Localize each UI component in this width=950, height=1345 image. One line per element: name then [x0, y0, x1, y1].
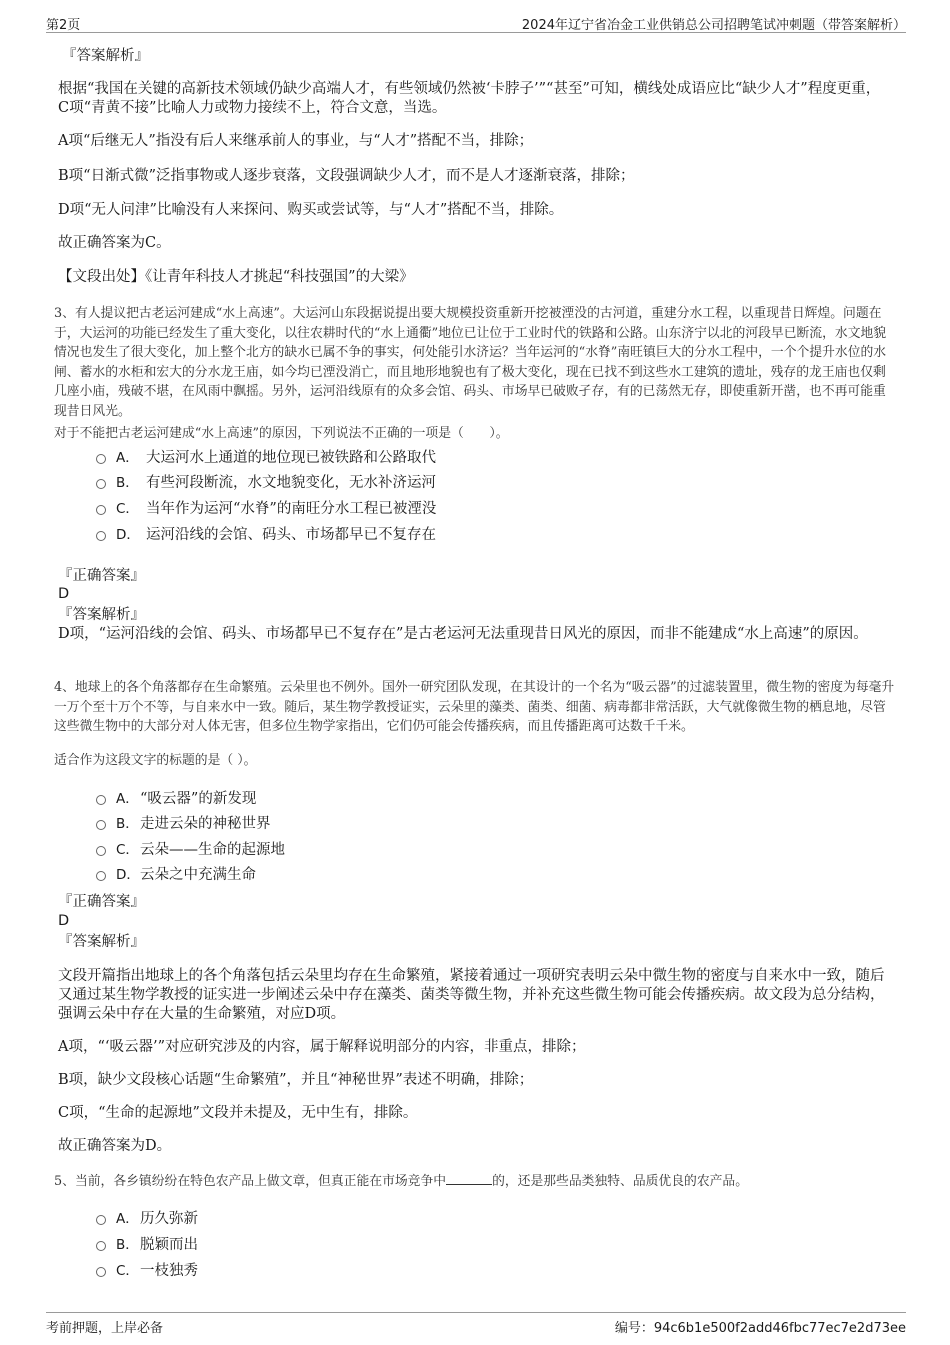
q2-source: 【文段出处】《让青年科技人才挑起“科技强国”的大梁》 [58, 269, 414, 285]
q4-analysis: 文段开篇指出地球上的各个角落包括云朵里均存在生命繁殖，紧接着通过一项研究表明云朵中微生物的密度与自来水中一致，随后又通过某生物学教授的证实进一步阐述云朵中存在藻类、菌类等微生物，并补充这些微生物可能会传播疾病。故文段为总分结构，强调云朵中存在大量的生命繁殖，对应D项。 [58, 968, 885, 1022]
q3-correct-answer: D [58, 586, 70, 602]
q2-analysis-a: A项“后继无人”指没有后人来继承前人的事业，与“人才”搭配不当，排除； [58, 133, 534, 149]
q5-option-c[interactable]: C．一枝独秀 [96, 1261, 198, 1281]
q3-analysis: D项，“运河沿线的会馆、码头、市场都早已不复存在”是古老运河无法重现昔日风光的原因，而非不能建成“水上高速”的原因。 [58, 626, 868, 642]
radio-icon[interactable] [96, 846, 106, 856]
q4-conclusion: 故正确答案为D。 [58, 1138, 172, 1154]
page-footer [46, 1312, 906, 1335]
q3-question: 对于不能把古老运河建成“水上高速”的原因，下列说法不正确的一项是（ ）。 [54, 426, 509, 441]
q3-analysis-label: 『答案解析』 [58, 607, 145, 623]
q5-stem: 5、当前，各乡镇纷纷在特色农产品上做文章，但真正能在市场竞争中 的，还是那些品类独特、品质优良的农产品。 [54, 1174, 748, 1189]
q4-analysis-b: B项，缺少文段核心话题“生命繁殖”，并且“神秘世界”表述不明确，排除； [58, 1072, 534, 1088]
q2-analysis-label: 『答案解析』 [62, 48, 149, 64]
q2-conclusion: 故正确答案为C。 [58, 235, 171, 251]
q4-option-a[interactable]: A．“吸云器”的新发现 [96, 789, 256, 809]
radio-icon[interactable] [96, 505, 106, 515]
q4-correct-answer: D [58, 913, 70, 929]
q2-analysis-d: D项“无人问津”比喻没有人来探问、购买或尝试等，与“人才”搭配不当，排除。 [58, 202, 564, 218]
q4-option-b[interactable]: B．走进云朵的神秘世界 [96, 814, 271, 834]
radio-icon[interactable] [96, 1267, 106, 1277]
q3-correct-label: 『正确答案』 [58, 568, 145, 584]
q5-option-b[interactable]: B．脱颖而出 [96, 1235, 198, 1255]
q4-analysis-label: 『答案解析』 [58, 934, 145, 950]
footer-slogan: 考前押题，上岸必备 [46, 1321, 164, 1336]
q3-option-d[interactable]: D． 运河沿线的会馆、码头、市场都早已不复存在 [96, 525, 436, 545]
q3-option-c[interactable]: C． 当年作为运河“水脊”的南旺分水工程已被湮没 [96, 499, 436, 519]
document-code: 编号：94c6b1e500f2add46fbc77ec7e2d73ee [614, 1321, 906, 1336]
q4-option-d[interactable]: D．云朵之中充满生命 [96, 865, 256, 885]
q2-analysis-b: B项“日渐式微”泛指事物或人逐步衰落，文段强调缺少人才，而不是人才逐渐衰落，排除； [58, 168, 635, 184]
q4-question: 适合作为这段文字的标题的是（ ）。 [54, 753, 257, 768]
radio-icon[interactable] [96, 1241, 106, 1251]
radio-icon[interactable] [96, 531, 106, 541]
page-header [46, 12, 906, 33]
q4-passage: 4、地球上的各个角落都存在生命繁殖。云朵里也不例外。国外一研究团队发现，在其设计的一个名为“吸云器”的过滤装置里，微生物的密度为每毫升一万个至十万个不等，与自来水中一致。随后，某生物学教授证实，云朵里的藻类、菌类、细菌、病毒都非常活跃，大气就像微生物的栖息地，尽管这些微生物中的大部分对人体无害，但多位生物学家指出，它们仍可能会传播疾病，而且传播距离可达数千千米。 [54, 680, 895, 734]
radio-icon[interactable] [96, 1215, 106, 1225]
q4-analysis-a: A项，“‘吸云器’”对应研究涉及的内容，属于解释说明部分的内容，非重点，排除； [58, 1039, 586, 1055]
radio-icon[interactable] [96, 820, 106, 830]
q4-correct-label: 『正确答案』 [58, 894, 145, 910]
page-number: 第2页 [46, 18, 81, 33]
radio-icon[interactable] [96, 795, 106, 805]
q4-analysis-c: C项，“生命的起源地”文段并未提及，无中生有，排除。 [58, 1105, 418, 1121]
q3-passage: 3、有人提议把古老运河建成“水上高速”。大运河山东段据说提出要大规模投资重新开挖被湮没的古河道，重建分水工程，以重现昔日辉煌。问题在于，大运河的功能已经发生了重大变化，以往农耕时代的“水上通衢”地位已让位于工业时代的铁路和公路。山东济宁以北的河段早已断流，水文地貌情况也发生了很大变化，加上整个北方的缺水已属不争的事实，何处能引水济运？当年运河的“水脊”南旺镇巨大的分水工程中，一个个提升水位的水闸、蓄水的水柜和宏大的分水龙王庙，如今均已湮没消亡，而且地形地貌也有了极大变化，现在已找不到这些水工建筑的遗址，残存的龙王庙也仅剩几座小庙，残破不堪，在风雨中飘摇。另外，运河沿线原有的众多会馆、码头、市场早已破败孑存，有的已荡然无存，即使重新开凿，也不再可能重现昔日风光。 [54, 306, 887, 419]
q4-option-c[interactable]: C．云朵——生命的起源地 [96, 840, 285, 860]
radio-icon[interactable] [96, 479, 106, 489]
document-title: 2024年辽宁省冶金工业供销总公司招聘笔试冲刺题（带答案解析） [521, 18, 906, 33]
q2-analysis-para: 根据“我国在关键的高新技术领域仍缺少高端人才，有些领域仍然被‘卡脖子’”“甚至”可知，横线处成语应比“缺少人才”程度更重，C项“青黄不接”比喻人力或物力接续不上，符合文意，当选。 [58, 81, 881, 116]
radio-icon[interactable] [96, 454, 106, 464]
q5-option-a[interactable]: A．历久弥新 [96, 1209, 198, 1229]
q3-option-b[interactable]: B． 有些河段断流，水文地貌变化，无水补济运河 [96, 473, 436, 493]
fill-blank [446, 1172, 492, 1185]
q3-option-a[interactable]: A． 大运河水上通道的地位现已被铁路和公路取代 [96, 448, 436, 468]
radio-icon[interactable] [96, 871, 106, 881]
